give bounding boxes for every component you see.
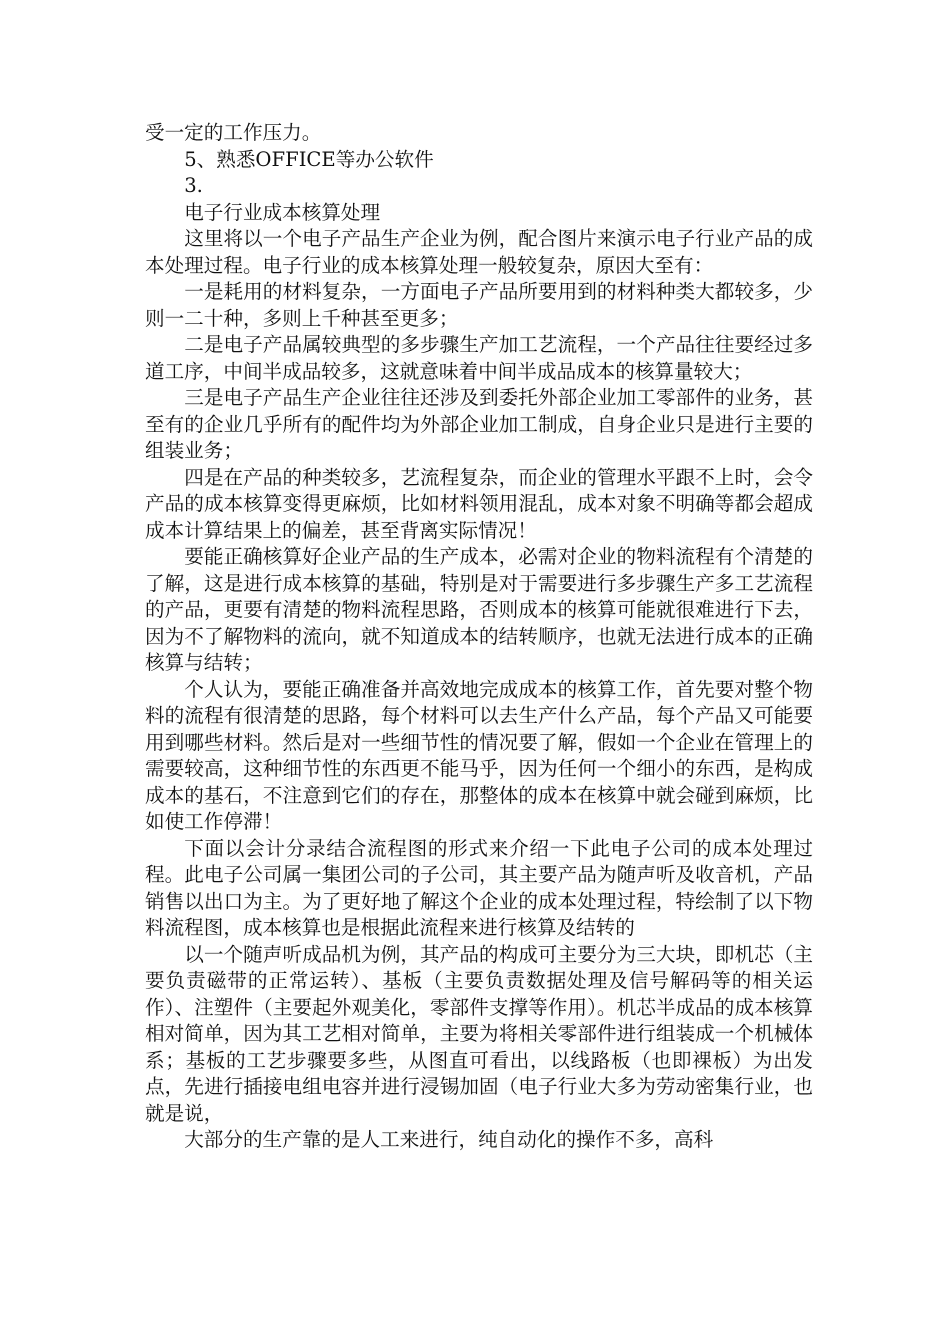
paragraph: 3. [184,174,203,197]
paragraph: 四是在产品的种类较多，艺流程复杂，而企业的管理水平跟不上时，会令产品的成本核算变得更麻烦，比如材料领用混乱，成本对象不明确等都会超成成本计算结果上的偏差，甚至背离实际情况！ [145,465,813,542]
paragraph: 下面以会计分录结合流程图的形式来介绍一下此电子公司的成本处理过程。此电子公司属一集团公司的子公司，其主要产品为随声听及收音机，产品销售以出口为主。为了更好地了解这个企业的成本处理过程，特绘制了以下物料流程图，成本核算也是根据此流程来进行核算及结转的 [145,836,813,939]
paragraph: 大部分的生产靠的是人工来进行，纯自动化的操作不多，高科 [184,1128,714,1151]
document-body [145,120,813,1154]
paragraph: 要能正确核算好企业产品的生产成本，必需对企业的物料流程有个清楚的了解，这是进行成本核算的基础，特别是对于需要进行多步骤生产多工艺流程的产品，更要有清楚的物料流程思路，否则成本的核算可能就很难进行下去，因为不了解物料的流向，就不知道成本的结转顺序，也就无法进行成本的正确核算与结转； [145,545,813,674]
paragraph: 这里将以一个电子产品生产企业为例，配合图片来演示电子行业产品的成本处理过程。电子行业的成本核算处理一般较复杂，原因大至有： [145,227,813,277]
paragraph: 三是电子产品生产企业往往还涉及到委托外部企业加工零部件的业务，甚至有的企业几乎所有的配件均为外部企业加工制成，自身企业只是进行主要的组装业务； [145,386,813,462]
paragraph: 个人认为，要能正确准备并高效地完成成本的核算工作，首先要对整个物料的流程有很清楚的思路，每个材料可以去生产什么产品，每个产品又可能要用到哪些材料。然后是对一些细节性的情况要了解，假如一个企业在管理上的需要较高，这种细节性的东西更不能马乎，因为任何一个细小的东西，是构成成本的基石，不注意到它们的存在，那整体的成本在核算中就会碰到麻烦，比如使工作停滞！ [145,677,813,833]
paragraph: 以一个随声听成品机为例，其产品的构成可主要分为三大块，即机芯（主要负责磁带的正常运转）、基板（主要负责数据处理及信号解码等的相关运作）、注塑件（主要起外观美化，零部件支撑等作用）。机芯半成品的成本核算相对简单，因为其工艺相对简单，主要为将相关零部件进行组装成一个机械体系；基板的工艺步骤要多些，从图直可看出，以线路板（也即裸板）为出发点，先进行插接电组电容并进行浸锡加固（电子行业大多为劳动密集行业，也就是说， [145,942,813,1125]
paragraph: 一是耗用的材料复杂，一方面电子产品所要用到的材料种类大都较多，少则一二十种，多则上千种甚至更多； [145,280,813,330]
paragraph: 二是电子产品属较典型的多步骤生产加工艺流程，一个产品往往要经过多道工序，中间半成品较多，这就意味着中间半成品成本的核算量较大； [145,333,813,383]
section-heading: 电子行业成本核算处理 [184,200,381,224]
paragraph: 5、熟悉OFFICE等办公软件 [184,147,434,171]
paragraph: 受一定的工作压力。 [145,121,322,144]
